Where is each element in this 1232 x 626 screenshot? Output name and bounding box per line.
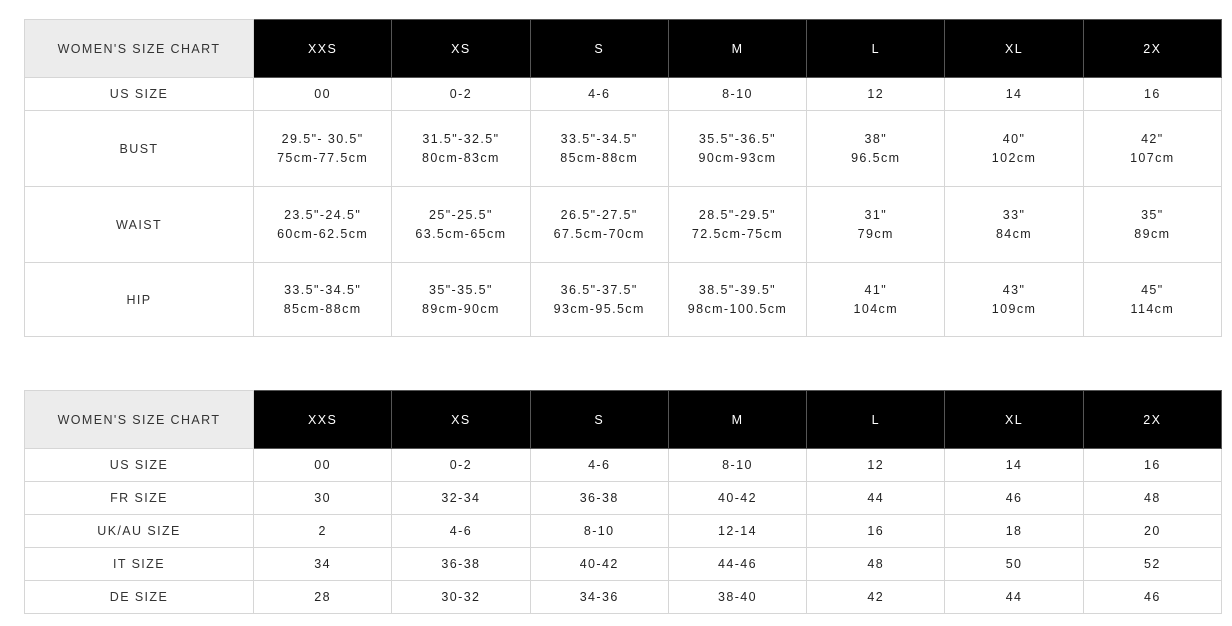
table-cell — [254, 263, 392, 337]
table-cell: 42 — [807, 581, 945, 614]
cm-value: 85cm-88cm — [283, 301, 362, 316]
table-cell — [1083, 111, 1221, 187]
table-cell: 4-6 — [530, 78, 668, 111]
table-header-row — [25, 20, 1222, 78]
inches-value: 35.5"-36.5" — [698, 131, 777, 146]
table-cell: 48 — [807, 548, 945, 581]
table-cell: 30-32 — [392, 581, 530, 614]
size-header-s: S — [530, 20, 668, 78]
table-row — [25, 449, 1222, 482]
row-label-de-size: DE SIZE — [25, 581, 254, 614]
table-cell: 18 — [945, 515, 1083, 548]
table-cell: 00 — [254, 449, 392, 482]
table-cell: 46 — [1083, 581, 1221, 614]
inches-value: 31.5"-32.5" — [422, 131, 500, 146]
inches-value: 25"-25.5" — [428, 207, 493, 222]
table-cell — [668, 111, 806, 187]
table-cell — [254, 187, 392, 263]
cm-value: 75cm-77.5cm — [277, 150, 369, 165]
table-title-cell: WOMEN'S SIZE CHART — [25, 20, 254, 78]
inches-value: 38.5"-39.5" — [698, 282, 777, 297]
cm-value: 102cm — [991, 150, 1037, 165]
inches-value: 45" — [1141, 282, 1164, 297]
table-cell: 36-38 — [392, 548, 530, 581]
inches-value: 42" — [1141, 131, 1164, 146]
table-cell: 36-38 — [530, 482, 668, 515]
row-label-us-size: US SIZE — [25, 78, 254, 111]
table-cell: 28 — [254, 581, 392, 614]
table-row — [25, 548, 1222, 581]
cm-value: 84cm — [995, 226, 1033, 241]
table-cell — [530, 111, 668, 187]
cm-value: 109cm — [991, 301, 1037, 316]
size-header-m: M — [668, 20, 806, 78]
table-cell: 4-6 — [392, 515, 530, 548]
table-header-row — [25, 391, 1222, 449]
table-cell: 14 — [945, 78, 1083, 111]
cm-value: 93cm-95.5cm — [553, 301, 645, 316]
table-row — [25, 78, 1222, 111]
cm-value: 90cm-93cm — [698, 150, 777, 165]
size-header-2x: 2X — [1083, 20, 1221, 78]
table-cell: 40-42 — [668, 482, 806, 515]
table-cell — [668, 263, 806, 337]
table-cell: 0-2 — [392, 78, 530, 111]
size-header-s: S — [530, 391, 668, 449]
cm-value: 89cm-90cm — [421, 301, 500, 316]
table-cell: 44 — [807, 482, 945, 515]
table-cell: 50 — [945, 548, 1083, 581]
table-cell: 16 — [1083, 449, 1221, 482]
cm-value: 114cm — [1130, 301, 1175, 316]
table-title-cell: WOMEN'S SIZE CHART — [25, 391, 254, 449]
cm-value: 60cm-62.5cm — [277, 226, 369, 241]
table-cell: 12 — [807, 449, 945, 482]
cm-value: 72.5cm-75cm — [691, 226, 784, 241]
table-cell — [807, 111, 945, 187]
size-header-2x: 2X — [1083, 391, 1221, 449]
row-label-us-size: US SIZE — [25, 449, 254, 482]
table-row — [25, 187, 1222, 263]
table-cell — [1083, 187, 1221, 263]
inches-value: 35"-35.5" — [428, 282, 493, 297]
table-cell: 30 — [254, 482, 392, 515]
table-cell — [530, 187, 668, 263]
row-label-it-size: IT SIZE — [25, 548, 254, 581]
table-cell: 0-2 — [392, 449, 530, 482]
inches-value: 33.5"-34.5" — [560, 131, 638, 146]
table-row — [25, 581, 1222, 614]
inches-value: 33" — [1002, 207, 1026, 222]
table-cell — [254, 111, 392, 187]
table-cell: 8-10 — [668, 449, 806, 482]
row-label-waist: WAIST — [25, 187, 254, 263]
table-cell: 52 — [1083, 548, 1221, 581]
table-cell: 34-36 — [530, 581, 668, 614]
table-cell: 8-10 — [530, 515, 668, 548]
table-row — [25, 482, 1222, 515]
table-cell: 40-42 — [530, 548, 668, 581]
inches-value: 41" — [864, 282, 888, 297]
table-row — [25, 263, 1222, 337]
row-label-bust: BUST — [25, 111, 254, 187]
inches-value: 29.5"- 30.5" — [281, 131, 364, 146]
table-row — [25, 111, 1222, 187]
table-cell — [392, 111, 530, 187]
table-cell — [945, 111, 1083, 187]
row-label-hip: HIP — [25, 263, 254, 337]
table-cell: 16 — [1083, 78, 1221, 111]
inches-value: 28.5"-29.5" — [698, 207, 777, 222]
inches-value: 38" — [864, 131, 888, 146]
table-cell — [392, 187, 530, 263]
table-cell: 2 — [254, 515, 392, 548]
table-cell: 00 — [254, 78, 392, 111]
table-cell: 38-40 — [668, 581, 806, 614]
inches-value: 26.5"-27.5" — [560, 207, 638, 222]
table-cell: 44-46 — [668, 548, 806, 581]
inches-value: 40" — [1002, 131, 1026, 146]
table-cell — [945, 187, 1083, 263]
inches-value: 23.5"-24.5" — [284, 207, 362, 222]
size-header-xs: XS — [392, 391, 530, 449]
inches-value: 31" — [864, 207, 888, 222]
cm-value: 63.5cm-65cm — [415, 226, 507, 241]
table-cell: 16 — [807, 515, 945, 548]
size-header-xxs: XXS — [254, 391, 392, 449]
size-header-xl: XL — [945, 20, 1083, 78]
table-cell: 12-14 — [668, 515, 806, 548]
table-cell: 8-10 — [668, 78, 806, 111]
size-header-l: L — [807, 20, 945, 78]
row-label-fr-size: FR SIZE — [25, 482, 254, 515]
cm-value: 98cm-100.5cm — [687, 301, 788, 316]
measurement-size-table — [24, 19, 1222, 337]
table-cell — [1083, 263, 1221, 337]
size-header-xs: XS — [392, 20, 530, 78]
size-header-xxs: XXS — [254, 20, 392, 78]
table-cell: 44 — [945, 581, 1083, 614]
inches-value: 33.5"-34.5" — [284, 282, 362, 297]
cm-value: 79cm — [857, 226, 894, 241]
table-cell — [530, 263, 668, 337]
table-cell — [807, 187, 945, 263]
cm-value: 107cm — [1130, 150, 1175, 165]
table-cell: 34 — [254, 548, 392, 581]
cm-value: 104cm — [853, 301, 899, 316]
table-cell: 46 — [945, 482, 1083, 515]
size-header-xl: XL — [945, 391, 1083, 449]
inches-value: 35" — [1141, 207, 1164, 222]
table-cell: 20 — [1083, 515, 1221, 548]
cm-value: 80cm-83cm — [421, 150, 500, 165]
cm-value: 67.5cm-70cm — [553, 226, 645, 241]
table-cell: 12 — [807, 78, 945, 111]
inches-value: 43" — [1002, 282, 1026, 297]
table-cell — [945, 263, 1083, 337]
cm-value: 85cm-88cm — [560, 150, 639, 165]
table-cell — [392, 263, 530, 337]
table-cell: 4-6 — [530, 449, 668, 482]
conversion-size-table — [24, 390, 1222, 614]
table-cell — [807, 263, 945, 337]
table-cell: 48 — [1083, 482, 1221, 515]
table-row — [25, 515, 1222, 548]
cm-value: 96.5cm — [851, 150, 901, 165]
table-cell: 32-34 — [392, 482, 530, 515]
inches-value: 36.5"-37.5" — [560, 282, 638, 297]
row-label-uk-au-size: UK/AU SIZE — [25, 515, 254, 548]
cm-value: 89cm — [1134, 226, 1171, 241]
table-cell: 14 — [945, 449, 1083, 482]
table-cell — [668, 187, 806, 263]
size-header-l: L — [807, 391, 945, 449]
size-header-m: M — [668, 391, 806, 449]
